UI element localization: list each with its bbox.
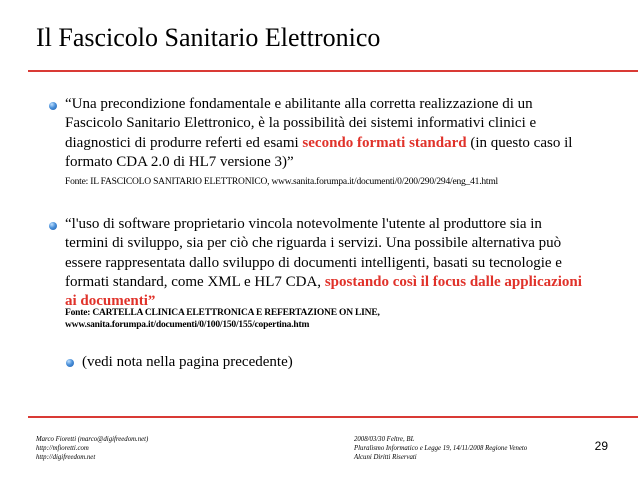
- footer-author-line: http://digifreedom.net: [36, 454, 96, 461]
- slide-title: Il Fascicolo Sanitario Elettronico: [36, 23, 381, 52]
- page-number: 29: [594, 439, 608, 453]
- footer-event-line: Pluralismo Informatico e Legge 19, 14/11/2008 Regione Veneto: [354, 445, 528, 452]
- quote-paragraph-1: [65, 95, 585, 172]
- quote-paragraph-2: [65, 215, 585, 311]
- title-rule: [28, 70, 638, 72]
- quote-2-text: “l'uso di software proprietario vincola notevolmente l'utente al produttore sia in termini di sviluppo, sia per ciò che riguarda i servizi. Una possibile alternativa può essere rappresentata dallo sviluppo di documenti intelligenti, basati su tecnologie e formati standard, come XML e HL7 CDA,: [65, 216, 562, 290]
- bullet-icon: [49, 222, 57, 230]
- quote-1-highlight: secondo formati standard: [302, 134, 467, 151]
- note-text: (vedi nota nella pagina precedente): [82, 354, 293, 370]
- footer-event: [354, 435, 527, 462]
- source-2-line-1: Fonte: CARTELLA CLINICA ELETTRONICA E REFERTAZIONE ON LINE,: [65, 308, 380, 318]
- footer-author-line: http://mfioretti.com: [36, 445, 89, 452]
- footer-event-line: Alcuni Diritti Riservati: [354, 454, 417, 461]
- source-1: Fonte: IL FASCICOLO SANITARIO ELETTRONICO, www.sanita.forumpa.it/documenti/0/200/290/294/eng_41.html: [65, 177, 498, 187]
- bullet-icon: [49, 102, 57, 110]
- bullet-icon: [66, 359, 74, 367]
- quote-1-text-end: (in questo caso il formato CDA 2.0 di HL7 versione 3)”: [65, 134, 573, 170]
- quote-1-text: “Una precondizione fondamentale e abilitante alla corretta realizzazione di un Fascicolo Sanitario Elettronico, è la possibilità dei sistemi informativi clinici e diagnostici di produrre referti ed esami: [65, 96, 537, 151]
- source-2-line-2: www.sanita.forumpa.it/documenti/0/100/150/155/copertina.htm: [65, 320, 310, 330]
- footer-author-line: Marco Fioretti (marco@digifreedom.net): [36, 436, 149, 443]
- footer-rule: [28, 416, 638, 418]
- footer-author: [36, 435, 148, 462]
- quote-2-highlight: spostando così il focus dalle applicazioni ai documenti”: [65, 273, 582, 310]
- footer-event-line: 2008/03/30 Feltre, BL: [354, 436, 415, 443]
